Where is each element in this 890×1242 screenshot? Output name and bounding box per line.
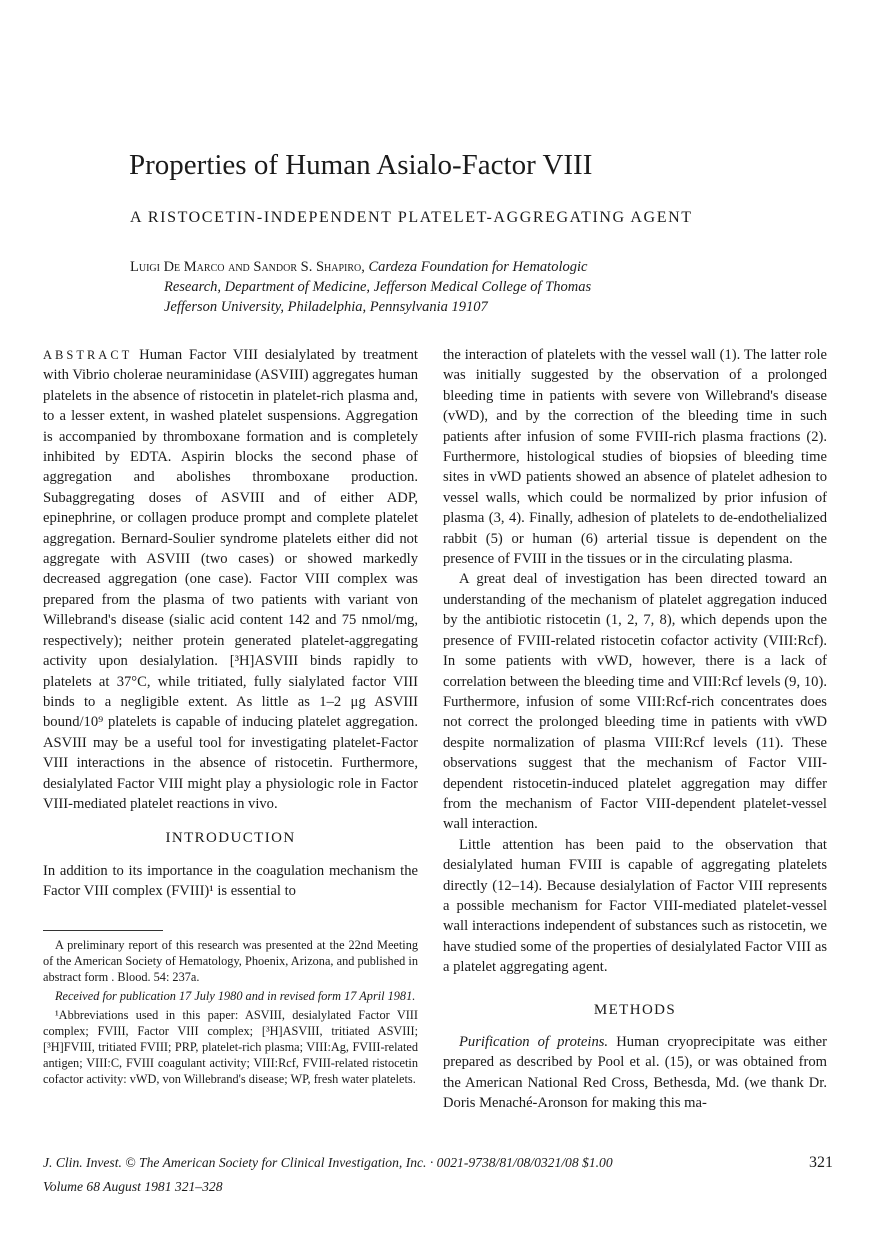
footnote-divider <box>43 930 163 931</box>
affiliation-line-2: Research, Department of Medicine, Jefferson Medical College of Thomas <box>164 279 592 295</box>
introduction-paragraph-2: A great deal of investigation has been directed toward an understanding of the mechanism of platelet aggregation induced by the antibiotic ristocetin (1, 2, 7, 8), which depends upon the presence of FVIII-related ristocetin cofactor activity (VIII:Rcf). In some patients with vWD, however, there is a lack of correlation between the bleeding time and VIII:Rcf levels (9, 10). Furthermore, infusion of some VIII:Rcf-rich concentrates does not correct the prolonged bleeding time in patients with vWD despite normalization of plasma VIII:Rcf levels (11). These observations suggest that the mechanism of Factor VIII-dependent ristocetin-induced platelet aggregation may differ from the mechanism of Factor VIII-dependent platelet-vessel wall interaction. <box>443 571 827 833</box>
author-block <box>130 257 850 317</box>
left-column <box>43 345 418 902</box>
introduction-paragraph-3: Little attention has been paid to the observation that desialylated human FVIII is capable of aggregating platelets directly (12–14). Because desialylation of Factor VIII represents a possible mechanism for Factor VIII-mediated platelet-vessel wall interactions independent of substances such as ristocetin, we have studied some of the properties of desialylated Factor VIII as a platelet aggregating agent. <box>443 836 827 976</box>
journal-citation: J. Clin. Invest. © The American Society for Clinical Investigation, Inc. · 0021-9738/81/08/0321/08 $1.00 <box>43 1155 613 1170</box>
introduction-paragraph-1-start: In addition to its importance in the coagulation mechanism the Factor VIII complex (FVIII)¹ is essential to <box>43 862 418 900</box>
methods-paragraph <box>443 1032 827 1114</box>
methods-runin-heading: Purification of proteins. <box>459 1034 609 1050</box>
footnotes <box>43 930 418 1090</box>
article-title: Properties of Human Asialo-Factor VIII <box>129 149 593 181</box>
methods-heading: METHODS <box>593 1001 677 1018</box>
footnote-abbreviations: ¹Abbreviations used in this paper: ASVIII, desialylated Factor VIII complex; FVIII, Factor VIII complex; [³H]ASVIII, tritiated ASVIII; [³H]FVIII, tritiated FVIII; PRP, platelet-rich plasma; VIII:Ag, FVIII-related antigen; VIII:C, FVIII coagulant activity; VIII:Rcf, FVIII-related ristocetin cofactor activity: vWD, von Willebrand's disease; WP, fresh water platelets. <box>43 1008 418 1086</box>
abstract-label: ABSTRACT <box>43 348 133 362</box>
methods-text: Human cryoprecipitate was either prepared as described by Pool et al. (15), or was obtained from the American National Red Cross, Bethesda, Md. (we thank Dr. Doris Menaché-Aronson for making this ma- <box>443 1034 828 1112</box>
volume-info: Volume 68 August 1981 321–328 <box>43 1179 223 1194</box>
affiliation-line-3: Jefferson University, Philadelphia, Pennsylvania 19107 <box>164 299 488 315</box>
right-column <box>443 345 827 1114</box>
page-footer <box>43 1151 833 1199</box>
page-number: 321 <box>809 1154 833 1171</box>
footnote-received: Received for publication 17 July 1980 and in revised form 17 April 1981. <box>55 989 416 1003</box>
author-names: Luigi De Marco and Sandor S. Shapiro, <box>130 259 365 275</box>
abstract-paragraph <box>43 345 418 814</box>
introduction-heading: INTRODUCTION <box>165 830 296 847</box>
article-subtitle: A RISTOCETIN-INDEPENDENT PLATELET-AGGREGATING AGENT <box>130 209 693 226</box>
affiliation-line-1: Cardeza Foundation for Hematologic <box>368 259 588 275</box>
footnote-preliminary-report: A preliminary report of this research was presented at the 22nd Meeting of the American Society of Hematology, Phoenix, Arizona, and published in abstract form . Blood. 54: 237a. <box>43 938 418 984</box>
abstract-text: Human Factor VIII desialylated by treatment with Vibrio cholerae neuraminidase (ASVIII) aggregates human platelets in the absence of ristocetin in platelet-rich plasma and, to a lesser extent, in washed platelet suspensions. Aggregation is accompanied by thromboxane formation and is completely inhibited by EDTA. Aspirin blocks the second phase of aggregation and abolishes thromboxane production. Subaggregating doses of ASVIII and of either ADP, epinephrine, or collagen produce prompt and complete platelet aggregation. Bernard-Soulier syndrome platelets either did not aggregate with ASVIII (two cases) or showed markedly decreased aggregation (one case). Factor VIII complex was prepared from the plasma of two patients with variant von Willebrand's disease (sialic acid content 142 and 75 nmol/mg, respectively); neither protein generated platelet-aggregating activity upon desialylation. [³H]ASVIII binds rapidly to platelets at 37°C, while tritiated, fully sialylated factor VIII binds to a negligible extent. As little as 1–2 μg ASVIII bound/10⁹ platelets is capable of inducing platelet aggregation. ASVIII may be a useful tool for investigating platelet-Factor VIII interactions in the absence of ristocetin. Furthermore, desialylated Factor VIII might play a physiologic role in Factor VIII-mediated platelet reactions in vivo. <box>43 347 418 812</box>
introduction-paragraph-1-end: the interaction of platelets with the vessel wall (1). The latter role was initially suggested by the observation of a prolonged bleeding time in patients with severe von Willebrand's disease (vWD), and by the correction of the bleeding time in such patients after infusion of some FVIII-rich plasma fractions (2). Furthermore, histological studies of biopsies of bleeding time sites in vWD patients showed an absence of platelet adhesion to vessel walls, which could be normalized by prior infusion of plasma (3, 4). Finally, adhesion of platelets to de-endothelialized rabbit (5) or human (6) arterial tissue is dependent on the presence of FVIII in the tissues or in the circulating plasma. <box>443 347 827 568</box>
